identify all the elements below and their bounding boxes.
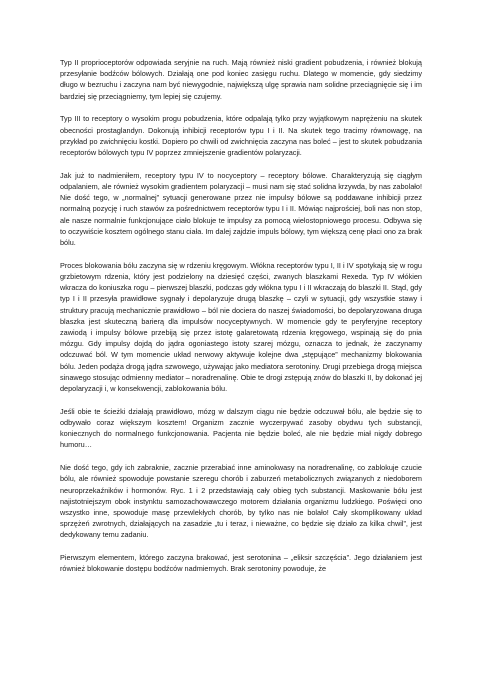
paragraph-4: Proces blokowania bólu zaczyna się w rdzeniu kręgowym. Włókna receptorów typu I, II i IV spotykają się w rogu grzbietowym rdzenia, który jest podzielony na dziesięć części, zwanych blaszkami Rexeda. Typ IV włókien wkracza do koniuszka rogu – pierwszej blaszki, podczas gdy włókna typu I i II wkraczają do blaszki II. Stąd, gdy typ I i II przesyła prawidłowe sygnały i depolaryzuje drugą blaszkę – czyli w sytuacji, gdy wszystkie stawy i struktury pracują mechanicznie prawidłowo – ból nie dociera do naszej świadomości, bo depolaryzowana druga blaszka jest skuteczną barierą dla impulsów nocyceptywnych. W momencie gdy te peryferyjne receptory zawiodą i impulsy bólowe przebiją się przez istotę galaretowatą rdzenia kręgowego, wspinają się do pnia mózgu. Gdy impulsy dojdą do jądra ogoniastego istoty szarej mózgu, oznacza to jednak, że zaczynamy odczuwać ból. W tym momencie układ nerwowy aktywuje kolejne dwa „stępujące” mechanizmy blokowania bólu. Jeden podąża drogą jądra szwowego, używając jako mediatora serotoniny. Drugi przebiega drogą miejsca sinawego stosując odmienny mediator – noradrenalinę. Obie te drogi zstępują znów do blaszki II, by dokonać jej depolaryzacji i, w konsekwencji, zablokowania bólu. (60, 260, 422, 394)
paragraph-1: Typ II proprioceptorów odpowiada seryjnie na ruch. Mają również niski gradient pobudzenia, i również blokują przesyłanie bodźców bólowych. Działają one pod koniec zasięgu ruchu. Dlatego w momencie, gdy siedzimy długo w bezruchu i zaczyna nam być niewygodnie, największą ulgę sprawia nam solidne przeciągnięcie się i im bardziej się przeciągniemy, tym lepiej się czujemy. (60, 58, 422, 101)
paragraph-2: Typ III to receptory o wysokim progu pobudzenia, które odpalają tylko przy wyjątkowym naprężeniu na skutek obecności prostaglandyn. Dokonują inhibicji receptorów typu I i II. Na skutek tego tracimy równowagę, na przykład po zwichnięciu kostki. Dopiero po chwili od zwichnięcia zaczyna nas boleć – jest to skutek pobudzania receptorów bólowych typu IV poprzez zmniejszenie gradientów polaryzacji. (60, 114, 422, 158)
paragraph-6: Nie dość tego, gdy ich zabraknie, zacznie przerabiać inne aminokwasy na noradrenalinę, co zablokuje czucie bólu, ale również spowoduje powstanie szeregu chorób i zaburzeń metabolicznych związanych z niedoborem neuroprzekaźników i hormonów. Ryc. 1 i 2 przedstawiają cały obieg tych substancji. Maskowanie bólu jest najistotniejszym obok instynktu samozachowawczego motorem działania organizmu ludzkiego. Poświęci ono wszystko inne, spowoduje masę przewlekłych chorób, by tylko nas nie bolało! Cały skomplikowany układ sprzężeń zwrotnych, działających na zasadzie „tu i teraz, i nieważne, co będzie się działo za kilka chwil”, jest dedykowany temu zadaniu. (60, 463, 422, 540)
paragraph-7: Pierwszym elementem, którego zaczyna brakować, jest serotonina – „eliksir szczęścia”. Jego działaniem jest również blokowanie dostępu bodźców nadmiernych. Brak serotoniny powoduje, że (60, 553, 422, 574)
document-page (60, 57, 422, 586)
paragraph-3: Jak już to nadmieniłem, receptory typu IV to nocyceptory – receptory bólowe. Charakteryzują się ciągłym odpalaniem, ale również wysokim gradientem polaryzacji – musi nam się stać solidna krzywda, by nas zabolało! Nie dość tego, w „normalnej” sytuacji generowane przez nie impulsy bólowe są poddawane inhibicji przez normalną pozycję i ruch stawów za pośrednictwem receptorów typu I i II. Mówiąc najprościej, boli nas non stop, ale nasze normalnie funkcjonujące ciało blokuje te impulsy za pomocą wielostopniowego procesu. Odbywa się to oczywiście kosztem ogólnego stanu ciała. Im dalej zajdzie impuls bólowy, tym większą cenę płaci ono za brak bólu. (60, 170, 422, 248)
paragraph-5: Jeśli obie te ścieżki działają prawidłowo, mózg w dalszym ciągu nie będzie odczuwał bólu, ale będzie się to odbywało coraz większym kosztem! Organizm zacznie wyczerpywać zasoby obydwu tych substancji, koniecznych do normalnego funkcjonowania. Pacjenta nie będzie boleć, ale nie będzie miał nigdy dobrego humoru… (60, 406, 422, 450)
